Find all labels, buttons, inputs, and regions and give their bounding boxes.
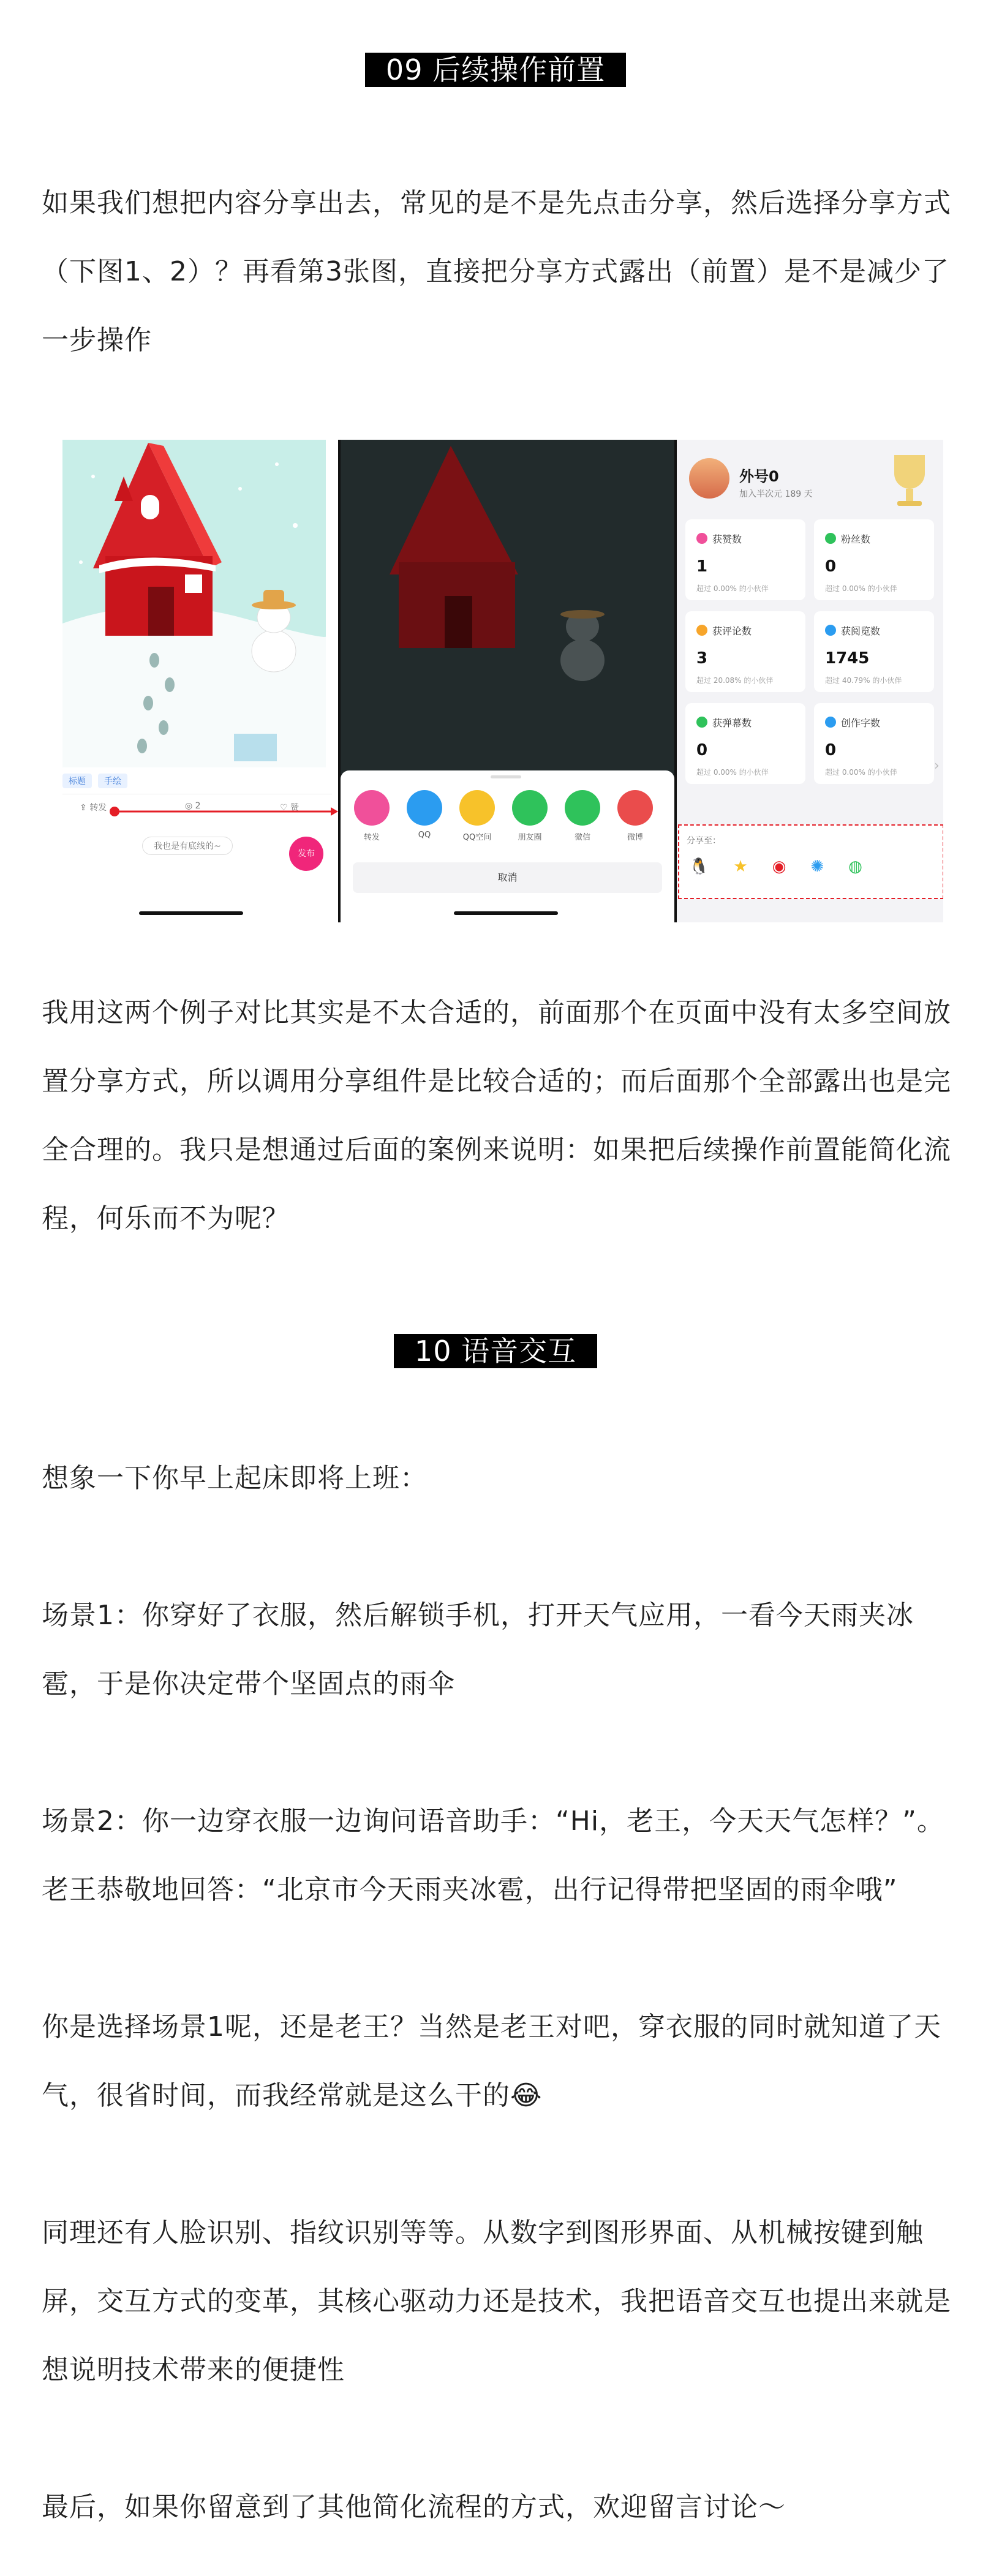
share-button[interactable]: ⇪ 转发 [80,803,107,813]
section-10-paragraph-1: 想象一下你早上起床即将上班： [42,1463,428,1494]
comment-input[interactable] [142,837,233,855]
username: 外号0 [739,468,779,485]
share-label: 转发 [89,803,107,813]
cancel-button[interactable] [353,862,662,893]
qzone-star-icon[interactable]: ★ [733,857,748,876]
stat-card[interactable] [685,611,805,692]
share-option-label: 微博 [627,833,643,842]
stat-card[interactable] [814,703,934,784]
share-option-label: 转发 [363,833,380,842]
stat-icon [825,533,836,544]
stat-label: 创作字数 [841,717,881,729]
section-09-paragraph-2: 我用这两个例子对比其实是不太合适的，前面那个在页面中没有太多空间放置分享方式，所以调用分享组件是比较合适的；而后面那个全部露出也是完全合理的。我只是想通过后面的案例来说明：如果把后续操作前置能简化流程，何乐而不为呢？ [42,997,951,1234]
section-10-paragraph-6: 最后，如果你留意到了其他简化流程的方式，欢迎留言讨论～ [42,2491,786,2523]
section-09-paragraph-1: 如果我们想把内容分享出去，常见的是不是先点击分享，然后选择分享方式（下图1、2）？再看第3张图，直接把分享方式露出（前置）是不是减少了一步操作 [42,187,951,356]
moments-icon[interactable]: ✺ [810,857,824,876]
wechat-icon[interactable]: ◍ [848,857,862,876]
stat-percentile: 超过 0.00% 的小伙伴 [696,768,769,777]
like-button[interactable]: ♡ 赞 [280,803,300,813]
home-indicator [139,911,243,915]
publish-label: 发布 [298,849,315,859]
stat-card[interactable] [685,703,805,784]
publish-button[interactable] [289,837,323,871]
tag-chip[interactable]: 标题 [62,774,92,788]
tag-list [62,774,127,788]
share-option[interactable] [353,790,391,842]
share-arrow-annotation [56,806,338,818]
dimmed-illustration [341,440,674,774]
section-10-heading [0,1334,991,1368]
share-option[interactable] [458,790,496,842]
stat-label: 获评论数 [712,625,752,637]
stat-icon [825,717,836,728]
like-label: 赞 [290,803,300,813]
tag-chip[interactable]: 手绘 [98,774,127,788]
stat-value: 0 [825,741,837,759]
stat-percentile: 超过 0.00% 的小伙伴 [825,768,897,777]
stat-value: 0 [825,557,837,576]
stat-icon [696,533,707,544]
section-10-paragraph-3: 场景2：你一边穿衣服一边询问语音助手：“Hi，老王，今天天气怎样？”。老王恭敬地回答：“北京市今天雨夹冰雹，出行记得带把坚固的雨伞哦” [42,1806,944,1905]
stat-card[interactable] [685,519,805,600]
sheet-handle[interactable] [491,775,521,778]
share-option-icon [407,790,442,826]
share-option-icon [617,790,653,826]
section-10-paragraph-4: 你是选择场景1呢，还是老王？当然是老王对吧，穿衣服的同时就知道了天气，很省时间，而我经常就是这么干的😂 [42,2011,941,2111]
share-to-label: 分享至： [687,836,721,846]
qq-icon[interactable]: 🐧 [689,857,709,876]
stat-label: 粉丝数 [841,533,871,545]
section-10-title: 10 语音交互 [394,1334,597,1368]
chevron-right-icon[interactable]: › [934,758,940,774]
stat-icon [825,625,836,636]
share-sheet [341,770,674,922]
section-09-heading [0,53,991,87]
share-option[interactable] [563,790,601,842]
share-option-label: QQ空间 [462,833,492,842]
stat-value: 1745 [825,649,870,668]
stat-label: 获赞数 [712,533,742,545]
stat-value: 3 [696,649,708,668]
stat-icon [696,717,707,728]
share-option-icon [459,790,495,826]
stat-percentile: 超过 20.08% 的小伙伴 [696,676,774,685]
joined-days: 加入半次元 189 天 [739,489,813,499]
section-10-paragraph-5: 同理还有人脸识别、指纹识别等等。从数字到图形界面、从机械按键到触屏，交互方式的变革，其核心驱动力还是技术，我把语音交互也提出来就是想说明技术带来的便捷性 [42,2217,951,2386]
share-option-icon [565,790,600,826]
share-comparison-screenshot [56,440,943,922]
section-09-title: 09 后续操作前置 [365,53,626,87]
home-indicator [454,911,558,915]
share-option-label: QQ [418,830,431,840]
stat-label: 获弹幕数 [712,717,752,729]
share-option[interactable] [405,790,443,842]
share-to-highlight [678,824,943,899]
stat-percentile: 超过 0.00% 的小伙伴 [825,584,897,593]
share-option-icon [512,790,548,826]
stat-card[interactable] [814,519,934,600]
screenshot-panel-1 [56,440,338,922]
avatar[interactable] [689,458,729,499]
share-option-label: 朋友圈 [518,833,542,842]
screenshot-panel-2 [341,440,674,922]
share-option[interactable] [616,790,654,842]
stat-value: 1 [696,557,708,576]
stat-percentile: 超过 40.79% 的小伙伴 [825,676,902,685]
screenshot-panel-3 [677,440,943,922]
stat-card[interactable] [814,611,934,692]
share-option-label: 微信 [574,833,590,842]
stat-label: 获阅览数 [841,625,881,637]
stat-icon [696,625,707,636]
cancel-label: 取消 [497,872,518,883]
share-option-icon [354,790,390,826]
exposed-share-icons [689,857,862,876]
share-options [353,790,654,842]
comment-button[interactable]: ◎ 2 [185,801,201,811]
share-option[interactable] [511,790,549,842]
comment-count: 2 [195,801,201,811]
section-10-paragraph-2: 场景1：你穿好了衣服，然后解锁手机，打开天气应用，一看今天雨夹冰雹，于是你决定带个坚固点的雨伞 [42,1600,914,1700]
trophy-icon [879,446,940,519]
stat-percentile: 超过 0.00% 的小伙伴 [696,584,769,593]
comment-placeholder: 我也是有底线的~ [154,842,221,851]
weibo-icon[interactable]: ◉ [772,857,786,876]
stat-value: 0 [696,741,708,759]
